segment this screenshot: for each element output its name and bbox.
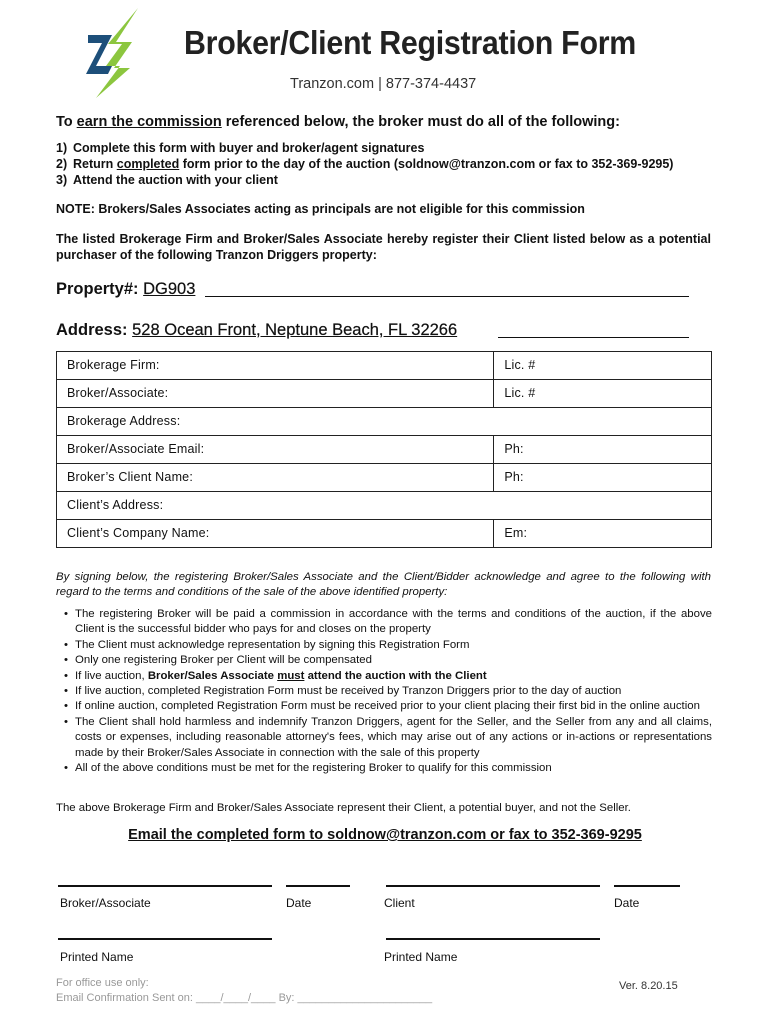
terms-intro: By signing below, the registering Broker/Sales Associate and the Client/Bidder acknowledge and agree to the following with regard to the terms and conditions of the sale of the above identified property:: [56, 571, 711, 598]
conditions-list: [56, 607, 712, 776]
step-item: 3) Attend the auction with your client: [56, 173, 278, 187]
brokerage-address-field[interactable]: Brokerage Address:: [57, 408, 712, 436]
broker-date-line[interactable]: [286, 885, 350, 887]
broker-associate-field[interactable]: Broker/Associate:: [57, 380, 494, 408]
client-name-field[interactable]: Broker’s Client Name:: [57, 464, 494, 492]
table-row: [57, 436, 712, 464]
form-title: Broker/Client Registration Form: [184, 24, 636, 61]
table-row: [57, 352, 712, 380]
property-value: DG903: [143, 280, 196, 298]
list-item: • All of the above conditions must be met for the registering Broker to qualify for this commission: [56, 761, 712, 776]
address-underline: [498, 337, 689, 338]
representation-statement: The above Brokerage Firm and Broker/Sales Associate represent their Client, a potential buyer, and not the Seller.: [56, 802, 631, 814]
steps-list: [56, 140, 673, 188]
client-label: Client: [384, 896, 415, 910]
client-signature-line[interactable]: [386, 885, 600, 887]
step-item: 1) Complete this form with buyer and broker/agent signatures: [56, 141, 425, 155]
property-label: Property#:: [56, 280, 139, 298]
version-label: Ver. 8.20.15: [619, 980, 678, 992]
client-date-line[interactable]: [614, 885, 680, 887]
client-printed-name-line[interactable]: [386, 938, 600, 940]
table-row: [57, 492, 712, 520]
license-field[interactable]: Lic. #: [494, 352, 712, 380]
registration-table: [56, 351, 712, 548]
date-label: Date: [286, 896, 312, 910]
client-address-field[interactable]: Client’s Address:: [57, 492, 712, 520]
broker-signature-line[interactable]: [58, 885, 272, 887]
list-item: • The Client must acknowledge representation by signing this Registration Form: [56, 638, 712, 653]
phone-field[interactable]: Ph:: [494, 464, 712, 492]
tranzon-logo: [86, 8, 144, 98]
list-item: • If live auction, completed Registration Form must be received by Tranzon Driggers prior to the day of auction: [56, 684, 712, 699]
phone-field[interactable]: Ph:: [494, 436, 712, 464]
address-value: 528 Ocean Front, Neptune Beach, FL 32266: [132, 321, 458, 339]
email-field[interactable]: Em:: [494, 520, 712, 548]
list-item: • If live auction, Broker/Sales Associate must attend the auction with the Client: [56, 669, 712, 684]
step-item: 2) Return completed form prior to the day of the auction (soldnow@tranzon.com or fax to 352-369-9295): [56, 157, 674, 171]
logo-navy-shape: [86, 35, 112, 74]
list-item: • The Client shall hold harmless and indemnify Tranzon Driggers, agent for the Seller, and the Seller from any and all claims, costs or expenses, including reasonable attorney's fees, which may arise out of any actions or in-actions or representations made by their Broker/Sales Associate in connection with the sale of this property: [56, 715, 712, 761]
email-instruction: Email the completed form to soldnow@tranzon.com or fax to 352-369-9295: [128, 827, 642, 843]
license-field[interactable]: Lic. #: [494, 380, 712, 408]
table-row: [57, 408, 712, 436]
list-item: • Only one registering Broker per Client will be compensated: [56, 653, 712, 668]
broker-associate-label: Broker/Associate: [60, 896, 151, 910]
note-text: NOTE: Brokers/Sales Associates acting as principals are not eligible for this commission: [56, 202, 585, 216]
registration-statement: The listed Brokerage Firm and Broker/Sales Associate hereby register their Client listed below as a potential purchaser of the following Tranzon Driggers property:: [56, 232, 711, 262]
table-row: [57, 380, 712, 408]
email-confirmation-line: Email Confirmation Sent on: ____/____/____ By: ______________________: [56, 991, 433, 1004]
table-row: [57, 464, 712, 492]
printed-name-label: Printed Name: [60, 950, 134, 964]
intro-text: To earn the commission referenced below, the broker must do all of the following:: [56, 114, 620, 130]
printed-name-label: Printed Name: [384, 950, 458, 964]
broker-printed-name-line[interactable]: [58, 938, 272, 940]
property-line: [56, 280, 195, 299]
list-item: • If online auction, completed Registration Form must be received prior to your client placing their first bid in the online auction: [56, 699, 712, 714]
property-underline: [205, 296, 689, 297]
address-label: Address:: [56, 321, 128, 339]
client-company-field[interactable]: Client’s Company Name:: [57, 520, 494, 548]
contact-line: Tranzon.com | 877-374-4437: [290, 76, 477, 92]
date-label: Date: [614, 896, 640, 910]
office-use-label: For office use only:: [56, 977, 149, 989]
broker-email-field[interactable]: Broker/Associate Email:: [57, 436, 494, 464]
table-row: [57, 520, 712, 548]
list-item: • The registering Broker will be paid a commission in accordance with the terms and conditions of the auction, if the above Client is the successful bidder who pays for and closes on the property: [56, 607, 712, 638]
office-use-section: [56, 976, 432, 1005]
brokerage-firm-field[interactable]: Brokerage Firm:: [57, 352, 494, 380]
address-line: [56, 321, 457, 340]
